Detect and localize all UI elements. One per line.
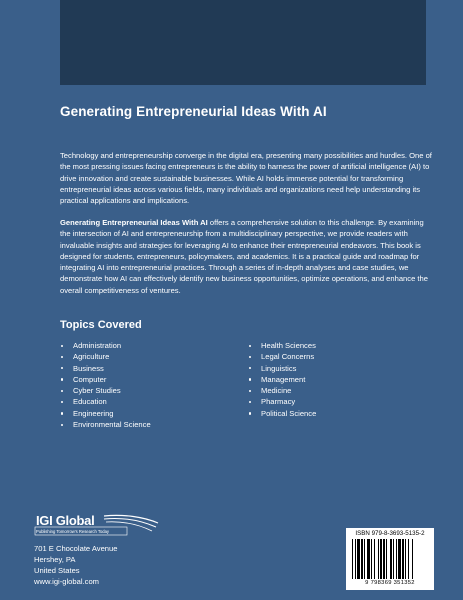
topics-list-right [248, 340, 316, 419]
topic-item: Medicine [248, 385, 316, 396]
topic-item: Political Science [248, 408, 316, 419]
barcode-box [346, 528, 434, 590]
publisher-logo [34, 513, 160, 537]
isbn-text: ISBN 979-8-3693-5135-2 [355, 530, 425, 537]
topic-item: Cyber Studies [60, 385, 151, 396]
address-line: 701 E Chocolate Avenue [34, 544, 118, 553]
publisher-website: www.igi-global.com [34, 577, 99, 586]
address-line: United States [34, 566, 80, 575]
address-line: Hershey, PA [34, 555, 76, 564]
topic-item: Engineering [60, 408, 151, 419]
topic-item: Business [60, 363, 151, 374]
cover-top-panel [60, 0, 426, 85]
logo-tagline: Publishing Tomorrow's Research Today [36, 529, 110, 534]
topic-item: Pharmacy [248, 396, 316, 407]
topic-item: Education [60, 396, 151, 407]
topic-item: Legal Concerns [248, 351, 316, 362]
barcode-icon [352, 539, 428, 579]
topic-item: Agriculture [60, 351, 151, 362]
topics-heading: Topics Covered [60, 319, 142, 331]
topic-item: Environmental Science [60, 419, 151, 430]
book-title: Generating Entrepreneurial Ideas With AI [60, 104, 327, 119]
topic-item: Management [248, 374, 316, 385]
topic-item: Computer [60, 374, 151, 385]
publisher-address [34, 543, 117, 587]
topic-item: Health Sciences [248, 340, 316, 351]
logo-wordmark: IGI Global [36, 513, 95, 528]
description-paragraph-2-text: offers a comprehensive solution to this challenge. By examining the intersection of AI and entrepreneurship from a multidisciplinary perspective, we provide readers with invaluable insights and strategies for leveraging AI to enhance their entrepreneurial endeavors. This book is designed for students, entrepreneurs, policymakers, and academics. It is a practical guide and roadmap for integrating AI into entrepreneurial practices. Through a series of in-depth analyses and case studies, we demonstrate how AI can effectively identify new business opportunities, optimize operations, and enhance the overall competitiveness of ventures. [60, 218, 428, 295]
description-paragraph-1: Technology and entrepreneurship converge in the digital era, presenting many possibilities and hurdles. One of the most pressing issues facing entrepreneurs is the ability to harness the power of artificial intelligence (AI) to drive innovation and create sustainable businesses. While AI holds immense potential for transforming entrepreneurial ideas across various fields, many individuals and organizations need help understanding its practical applications and implications. [60, 151, 432, 206]
topic-item: Linguistics [248, 363, 316, 374]
description-paragraph-2 [60, 217, 432, 296]
barcode-number: 9 798369 351352 [365, 580, 415, 586]
topics-list-left [60, 340, 151, 430]
topic-item: Administration [60, 340, 151, 351]
book-title-inline: Generating Entrepreneurial Ideas With AI [60, 218, 208, 227]
